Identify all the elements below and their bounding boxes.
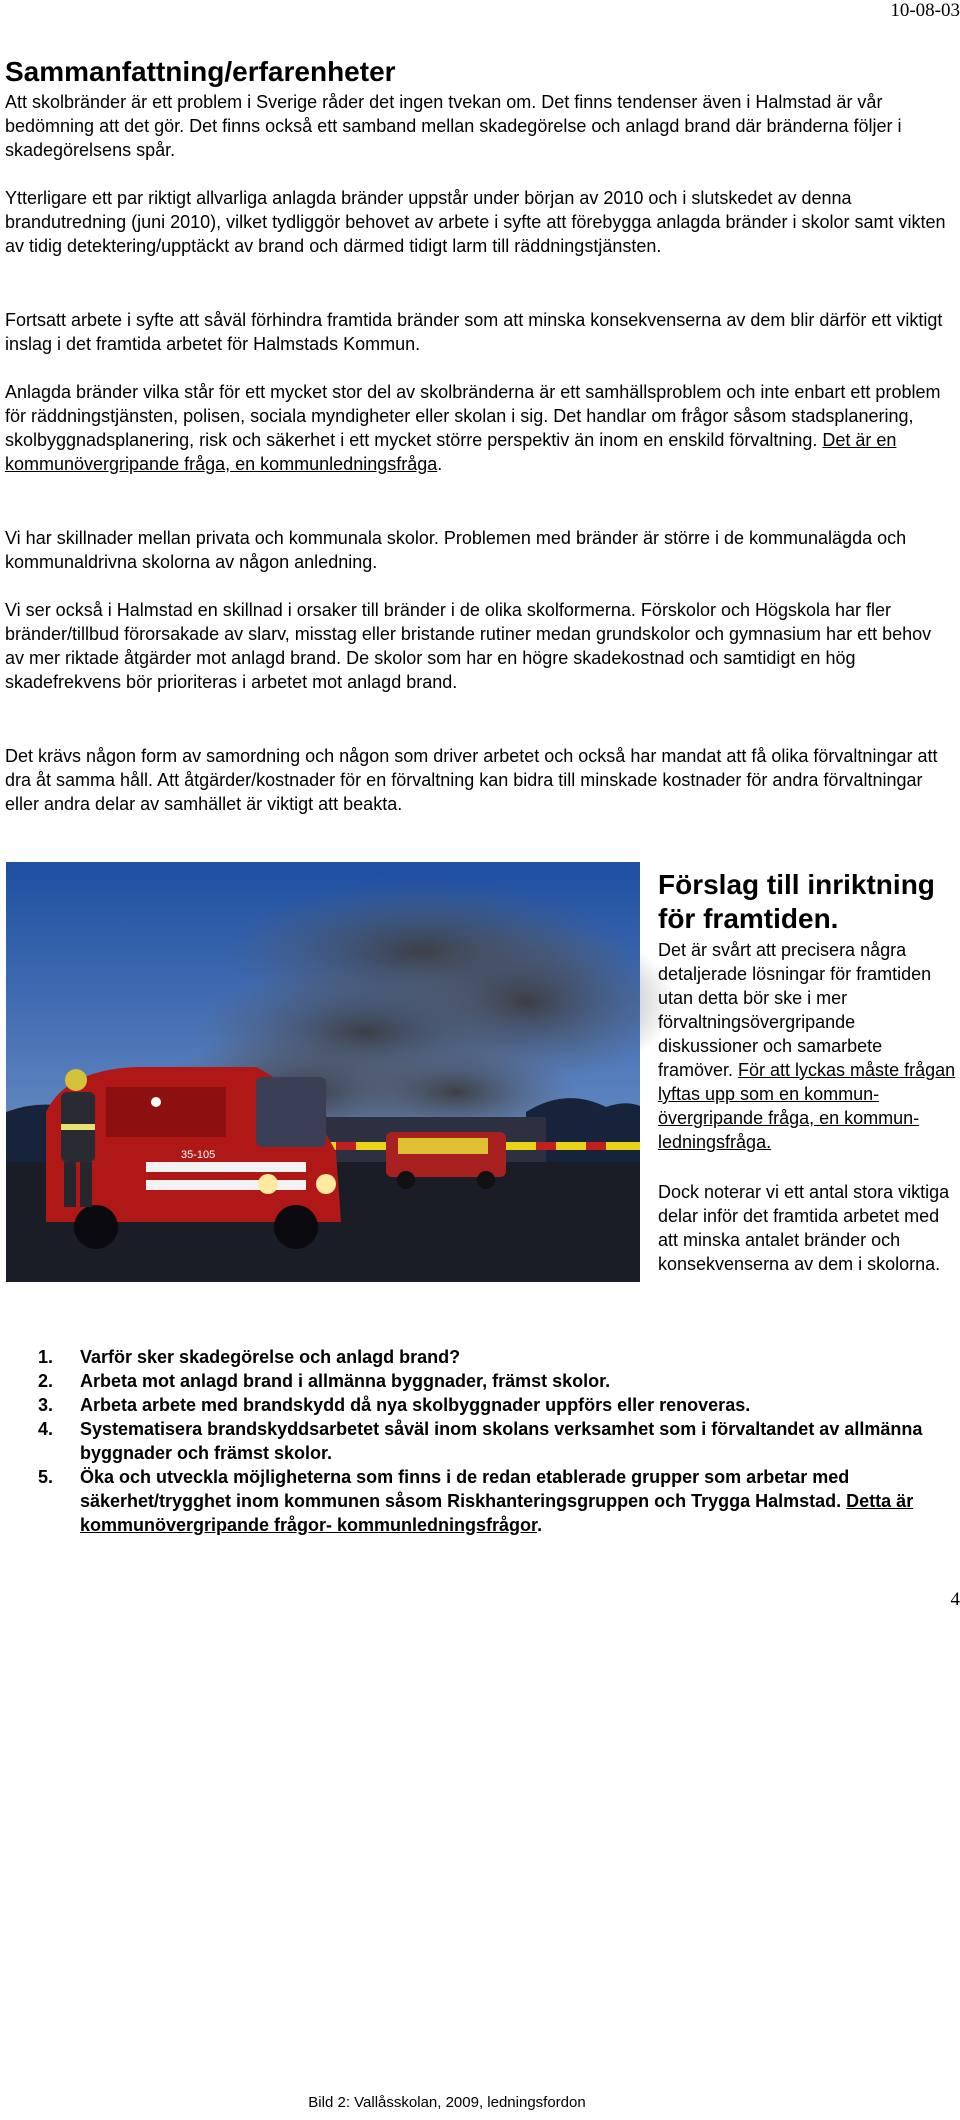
- direction-paragraph-1-underlined: För att lyckas måste frågan lyftas upp som en kommun-övergripande fråga, en kommun-ledningsfråga.: [658, 1060, 955, 1152]
- list-item-number: 1.: [38, 1345, 53, 1369]
- fire-photo: [6, 862, 640, 1282]
- summary-paragraph-1: Att skolbränder är ett problem i Sverige råder det ingen tvekan om. Det finns tendenser även i Halmstad är vår bedömning att det gör. Det finns också ett samband mellan skadegörelse och anlagd brand där bränderna följer i skadegörelsens spår.: [5, 90, 955, 162]
- summary-paragraph-7: Det krävs någon form av samordning och någon som driver arbetet och också har mandat att få olika förvaltningar att dra åt samma håll. Att åtgärder/kostnader för en förvaltning kan bidra till minskade kostnader för andra förvaltningar eller andra delar av samhället är viktigt att beakta.: [5, 744, 955, 816]
- summary-paragraph-6: Vi ser också i Halmstad en skillnad i orsaker till bränder i de olika skolformerna. Förskolor och Högskola har fler bränder/tillbud förorsakade av slarv, misstag eller bristande rutiner medan grundskolor och gymnasium har ett behov av mer riktade åtgärder mot anlagd brand. De skolor som har en högre skadekostnad och samtidigt en hög skadefrekvens bör prioriteras i arbetet mot anlagd brand.: [5, 598, 955, 694]
- list-item: [38, 1465, 953, 1537]
- list-item-text: Arbeta mot anlagd brand i allmänna byggnader, främst skolor.: [80, 1371, 610, 1391]
- list-item-number: 5.: [38, 1465, 53, 1489]
- direction-paragraph-2: Dock noterar vi ett antal stora viktiga delar inför det framtida arbetet med att minska antalet bränder och konsekvenserna av dem i skolorna.: [658, 1180, 958, 1276]
- list-item: [38, 1345, 953, 1369]
- summary-paragraph-4-text: Anlagda bränder vilka står för ett mycket stor del av skolbränderna är ett samhällsproblem och inte enbart ett problem för räddningstjänsten, polisen, sociala myndigheter eller skolan i sig. Det handlar om frågor såsom stadsplanering, skolbyggnadsplanering, risk och säkerhet i ett mycket större perspektiv än inom en enskild förvaltning.: [5, 382, 940, 450]
- list-item: [38, 1369, 953, 1393]
- summary-paragraph-5: Vi har skillnader mellan privata och kommunala skolor. Problemen med bränder är större i de kommunalägda och kommunaldrivna skolorna av någon anledning.: [5, 526, 955, 574]
- proposal-list: [38, 1345, 953, 1537]
- page-number: 4: [951, 1589, 960, 1611]
- list-item: [38, 1417, 953, 1465]
- list-item-underlined: Detta är kommunövergripande frågor- kommunledningsfrågor: [80, 1491, 913, 1535]
- summary-paragraph-4: [5, 380, 955, 476]
- document-date: 10-08-03: [890, 0, 960, 22]
- direction-paragraph-1: [658, 938, 958, 1154]
- direction-title: Förslag till inriktning för framtiden.: [658, 868, 958, 936]
- summary-paragraph-3: Fortsatt arbete i syfte att såväl förhindra framtida bränder som att minska konsekvenserna av dem blir därför ett viktigt inslag i det framtida arbetet för Halmstads Kommun.: [5, 308, 955, 356]
- list-item-text: Öka och utveckla möjligheterna som finns i de redan etablerade grupper som arbetar med säkerhet/trygghet inom kommunen såsom Riskhanteringsgruppen och Trygga Halmstad.: [80, 1467, 849, 1511]
- list-item-number: 3.: [38, 1393, 53, 1417]
- direction-paragraph-1-text: Det är svårt att precisera några detaljerade lösningar för framtiden utan detta bör ske i mer förvaltningsövergripande diskussioner och samarbete framöver.: [658, 940, 931, 1080]
- summary-paragraph-2: Ytterligare ett par riktigt allvarliga anlagda bränder uppstår under början av 2010 och i slutskedet av denna brandutredning (juni 2010), vilket tydliggör behovet av arbete i syfte att förebygga anlagda bränder i skolor samt vikten av tidig detektering/upptäckt av brand och därmed tidigt larm till räddningstjänsten.: [5, 186, 955, 258]
- list-item-text: Arbeta arbete med brandskydd då nya skolbyggnader uppförs eller renoveras.: [80, 1395, 750, 1415]
- vehicle-number: 35-105: [181, 1149, 215, 1161]
- list-item-number: 2.: [38, 1369, 53, 1393]
- list-item-text: Systematisera brandskyddsarbetet såväl inom skolans verksamhet som i förvaltandet av allmänna byggnader och främst skolor.: [80, 1419, 922, 1463]
- section-title: Sammanfattning/erfarenheter: [5, 54, 396, 90]
- summary-paragraph-4-end: .: [437, 454, 442, 474]
- summary-paragraph-4-underlined: Det är en kommunövergripande fråga, en kommunledningsfråga: [5, 430, 896, 474]
- list-item-end: .: [537, 1515, 542, 1535]
- list-item-number: 4.: [38, 1417, 53, 1441]
- list-item-text: Varför sker skadegörelse och anlagd brand?: [80, 1347, 460, 1367]
- fire-scene-image: [6, 862, 640, 1282]
- list-item: [38, 1393, 953, 1417]
- figure-caption: Bild 2: Vallåsskolan, 2009, ledningsfordon: [276, 2086, 618, 2120]
